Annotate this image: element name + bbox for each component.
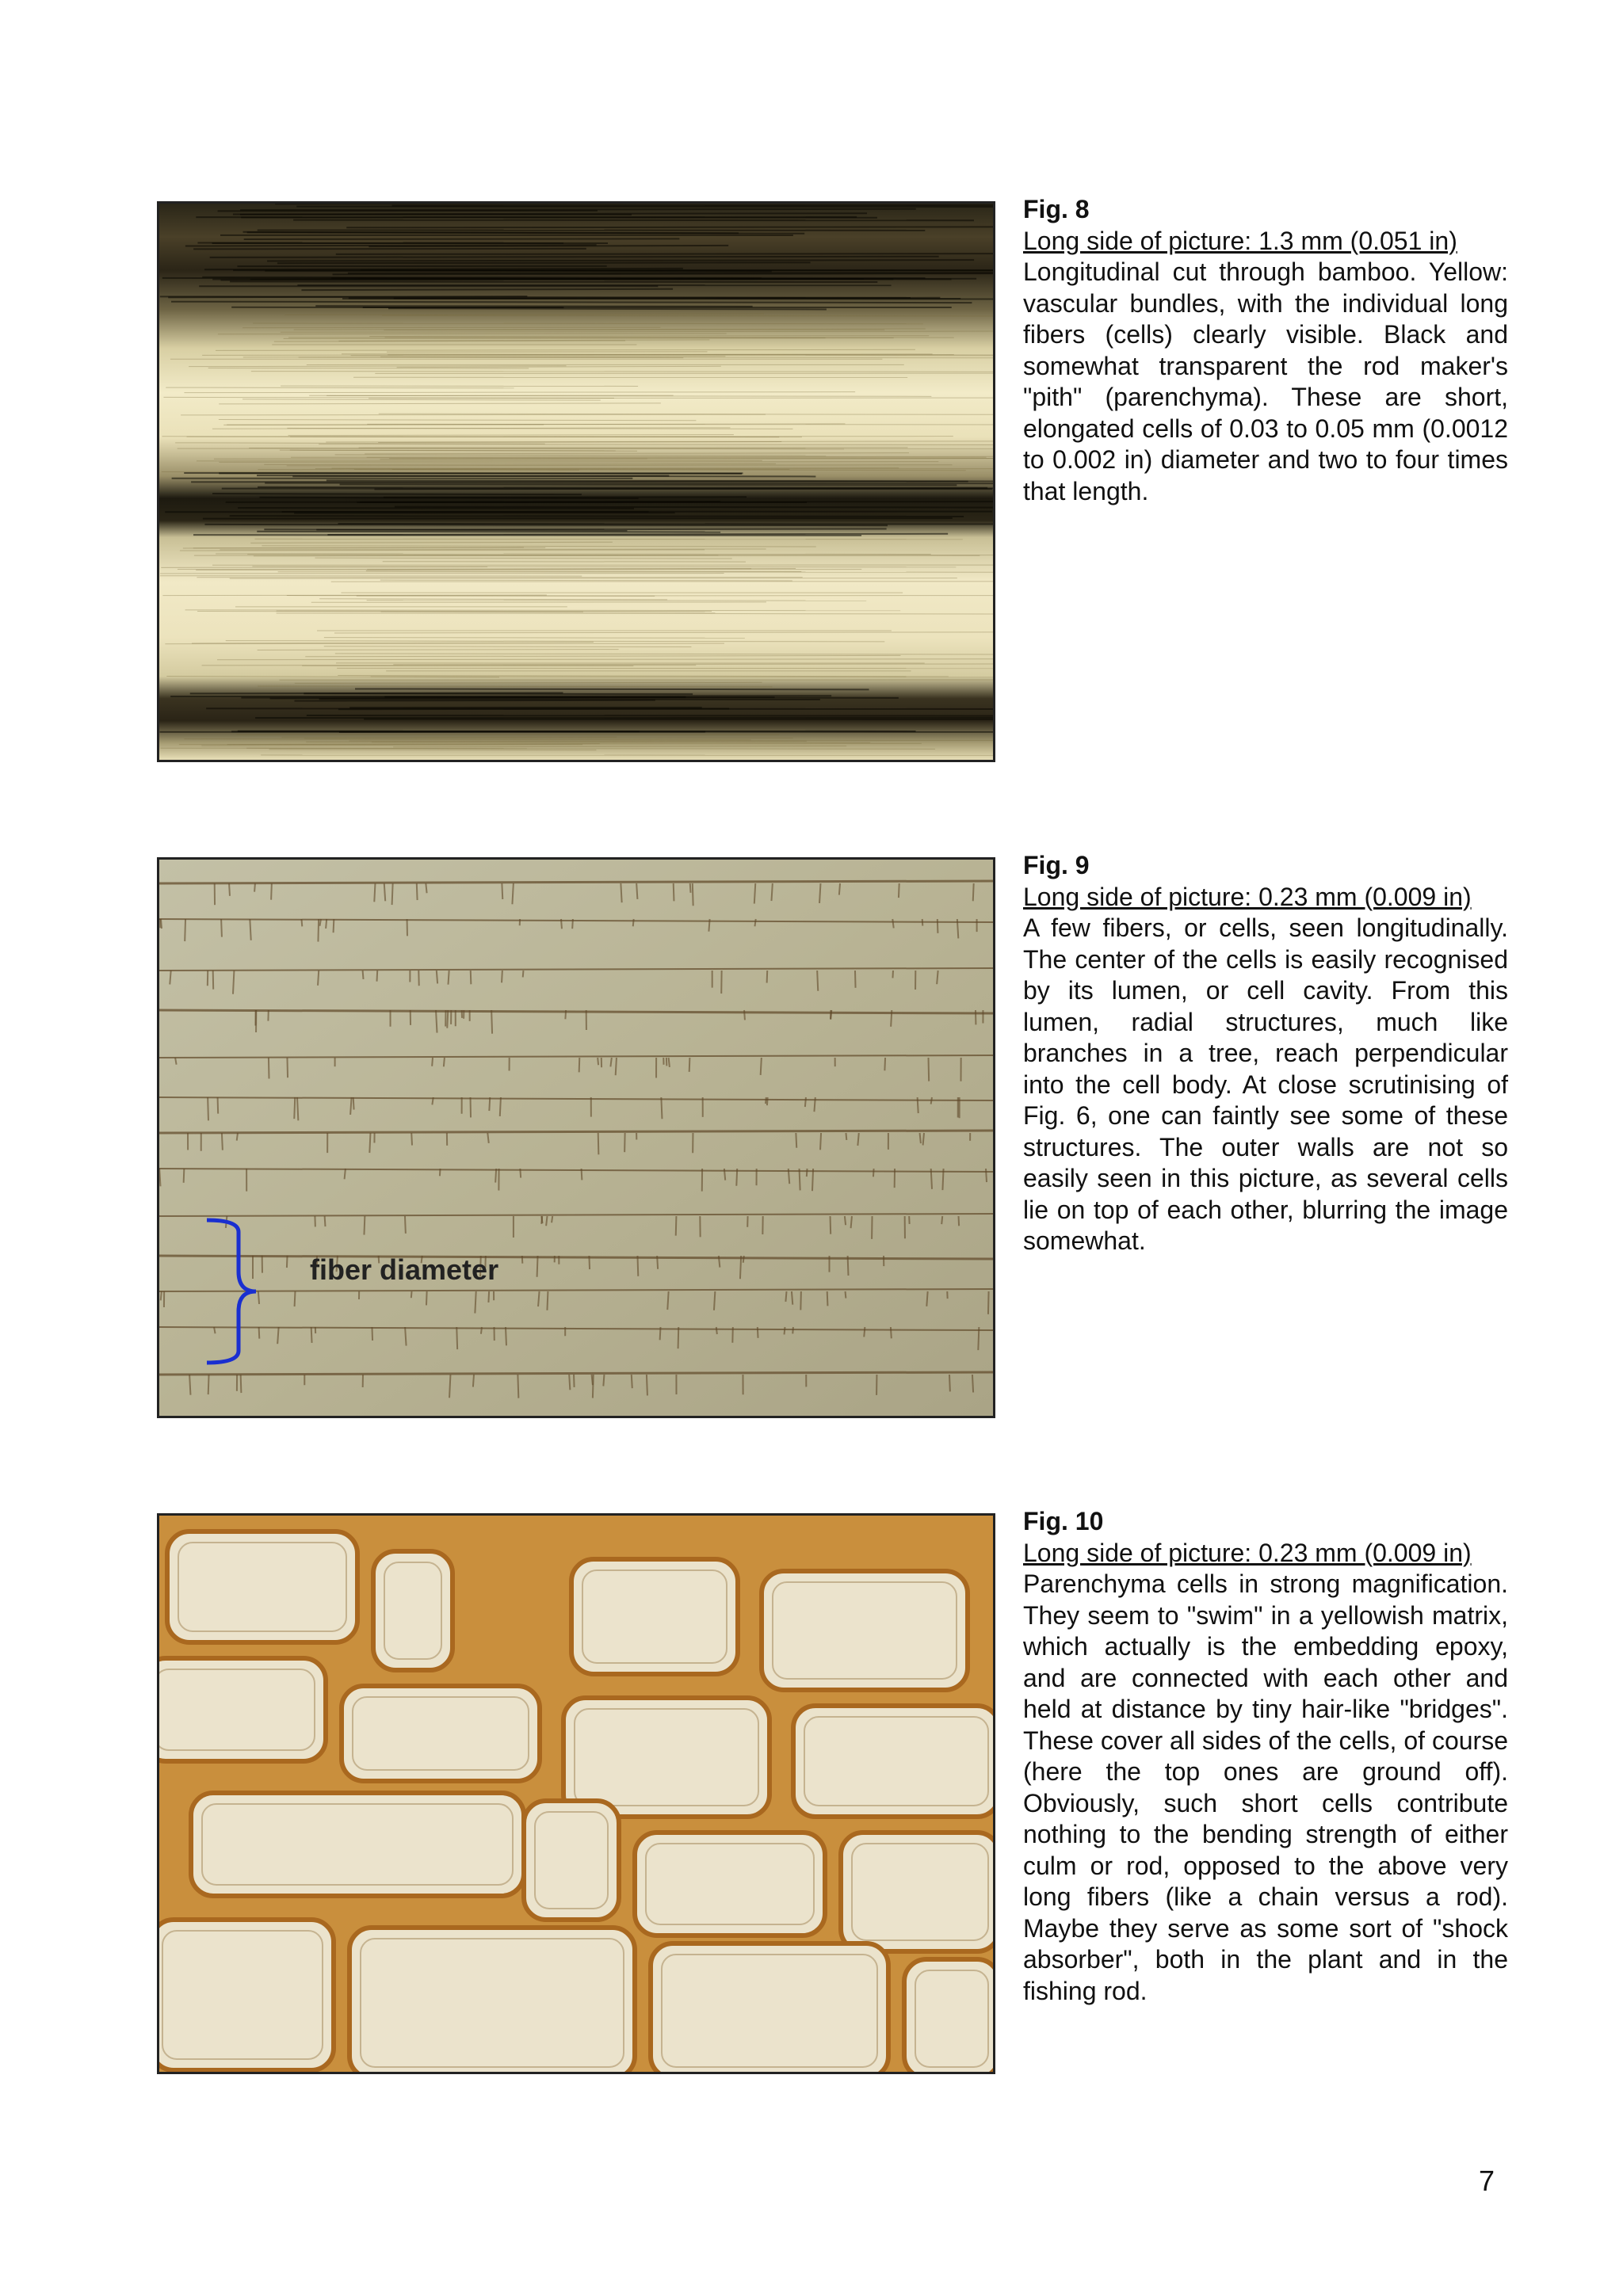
fig9-text: A few fibers, or cells, seen longitudinally. The center of the cells is easily recognised by its lumen, or cell cavity. From this lumen, radial structures, much like branches in a tree, reach perpendicular into the cell body. At close scrutinising of Fig. 6, one can faintly see some of these structures. The outer walls are not so easily seen in this picture, as several cells lie on top of each other, blurring the image somewhat. (1023, 913, 1508, 1255)
fig10-scale: Long side of picture: 0.23 mm (0.009 in) (1023, 1538, 1472, 1567)
fig10-label: Fig. 10 (1023, 1507, 1104, 1535)
fig10-caption (1023, 1506, 1508, 2007)
fig8-text: Longitudinal cut through bamboo. Yellow: vascular bundles, with the individual long fibers (cells) clearly visible. Black and somewhat transparent the rod maker's "pith" (parenchyma). These are short, elongated cells of 0.03 to 0.05 mm (0.0012 to 0.002 in) diameter and two to four times that length. (1023, 257, 1508, 505)
fig8-caption (1023, 194, 1508, 507)
page-number: 7 (1479, 2164, 1495, 2197)
fig9-label: Fig. 9 (1023, 851, 1090, 879)
fig8-scale: Long side of picture: 1.3 mm (0.051 in) (1023, 226, 1457, 255)
fig9-scale: Long side of picture: 0.23 mm (0.009 in) (1023, 882, 1472, 911)
fig10-micrograph (157, 1513, 995, 2074)
fig9-caption (1023, 850, 1508, 1257)
fig9-micrograph (157, 857, 995, 1418)
fig10-text: Parenchyma cells in strong magnification. They seem to "swim" in a yellowish matrix, which actually is the embedding epoxy, and are connected with each other and held at distance by tiny hair-like "bridges". These cover all sides of the cells, of course (here the top ones are ground off). Obviously, such short cells contribute nothing to the bending strength of either culm or rod, opposed to the above very long fibers (like a chain versus a rod). Maybe they serve as some sort of "shock absorber", both in the plant and in the fishing rod. (1023, 1569, 1508, 2005)
fiber-diameter-label: fiber diameter (310, 1253, 499, 1286)
fig8-micrograph (157, 201, 995, 762)
fig8-label: Fig. 8 (1023, 195, 1090, 223)
